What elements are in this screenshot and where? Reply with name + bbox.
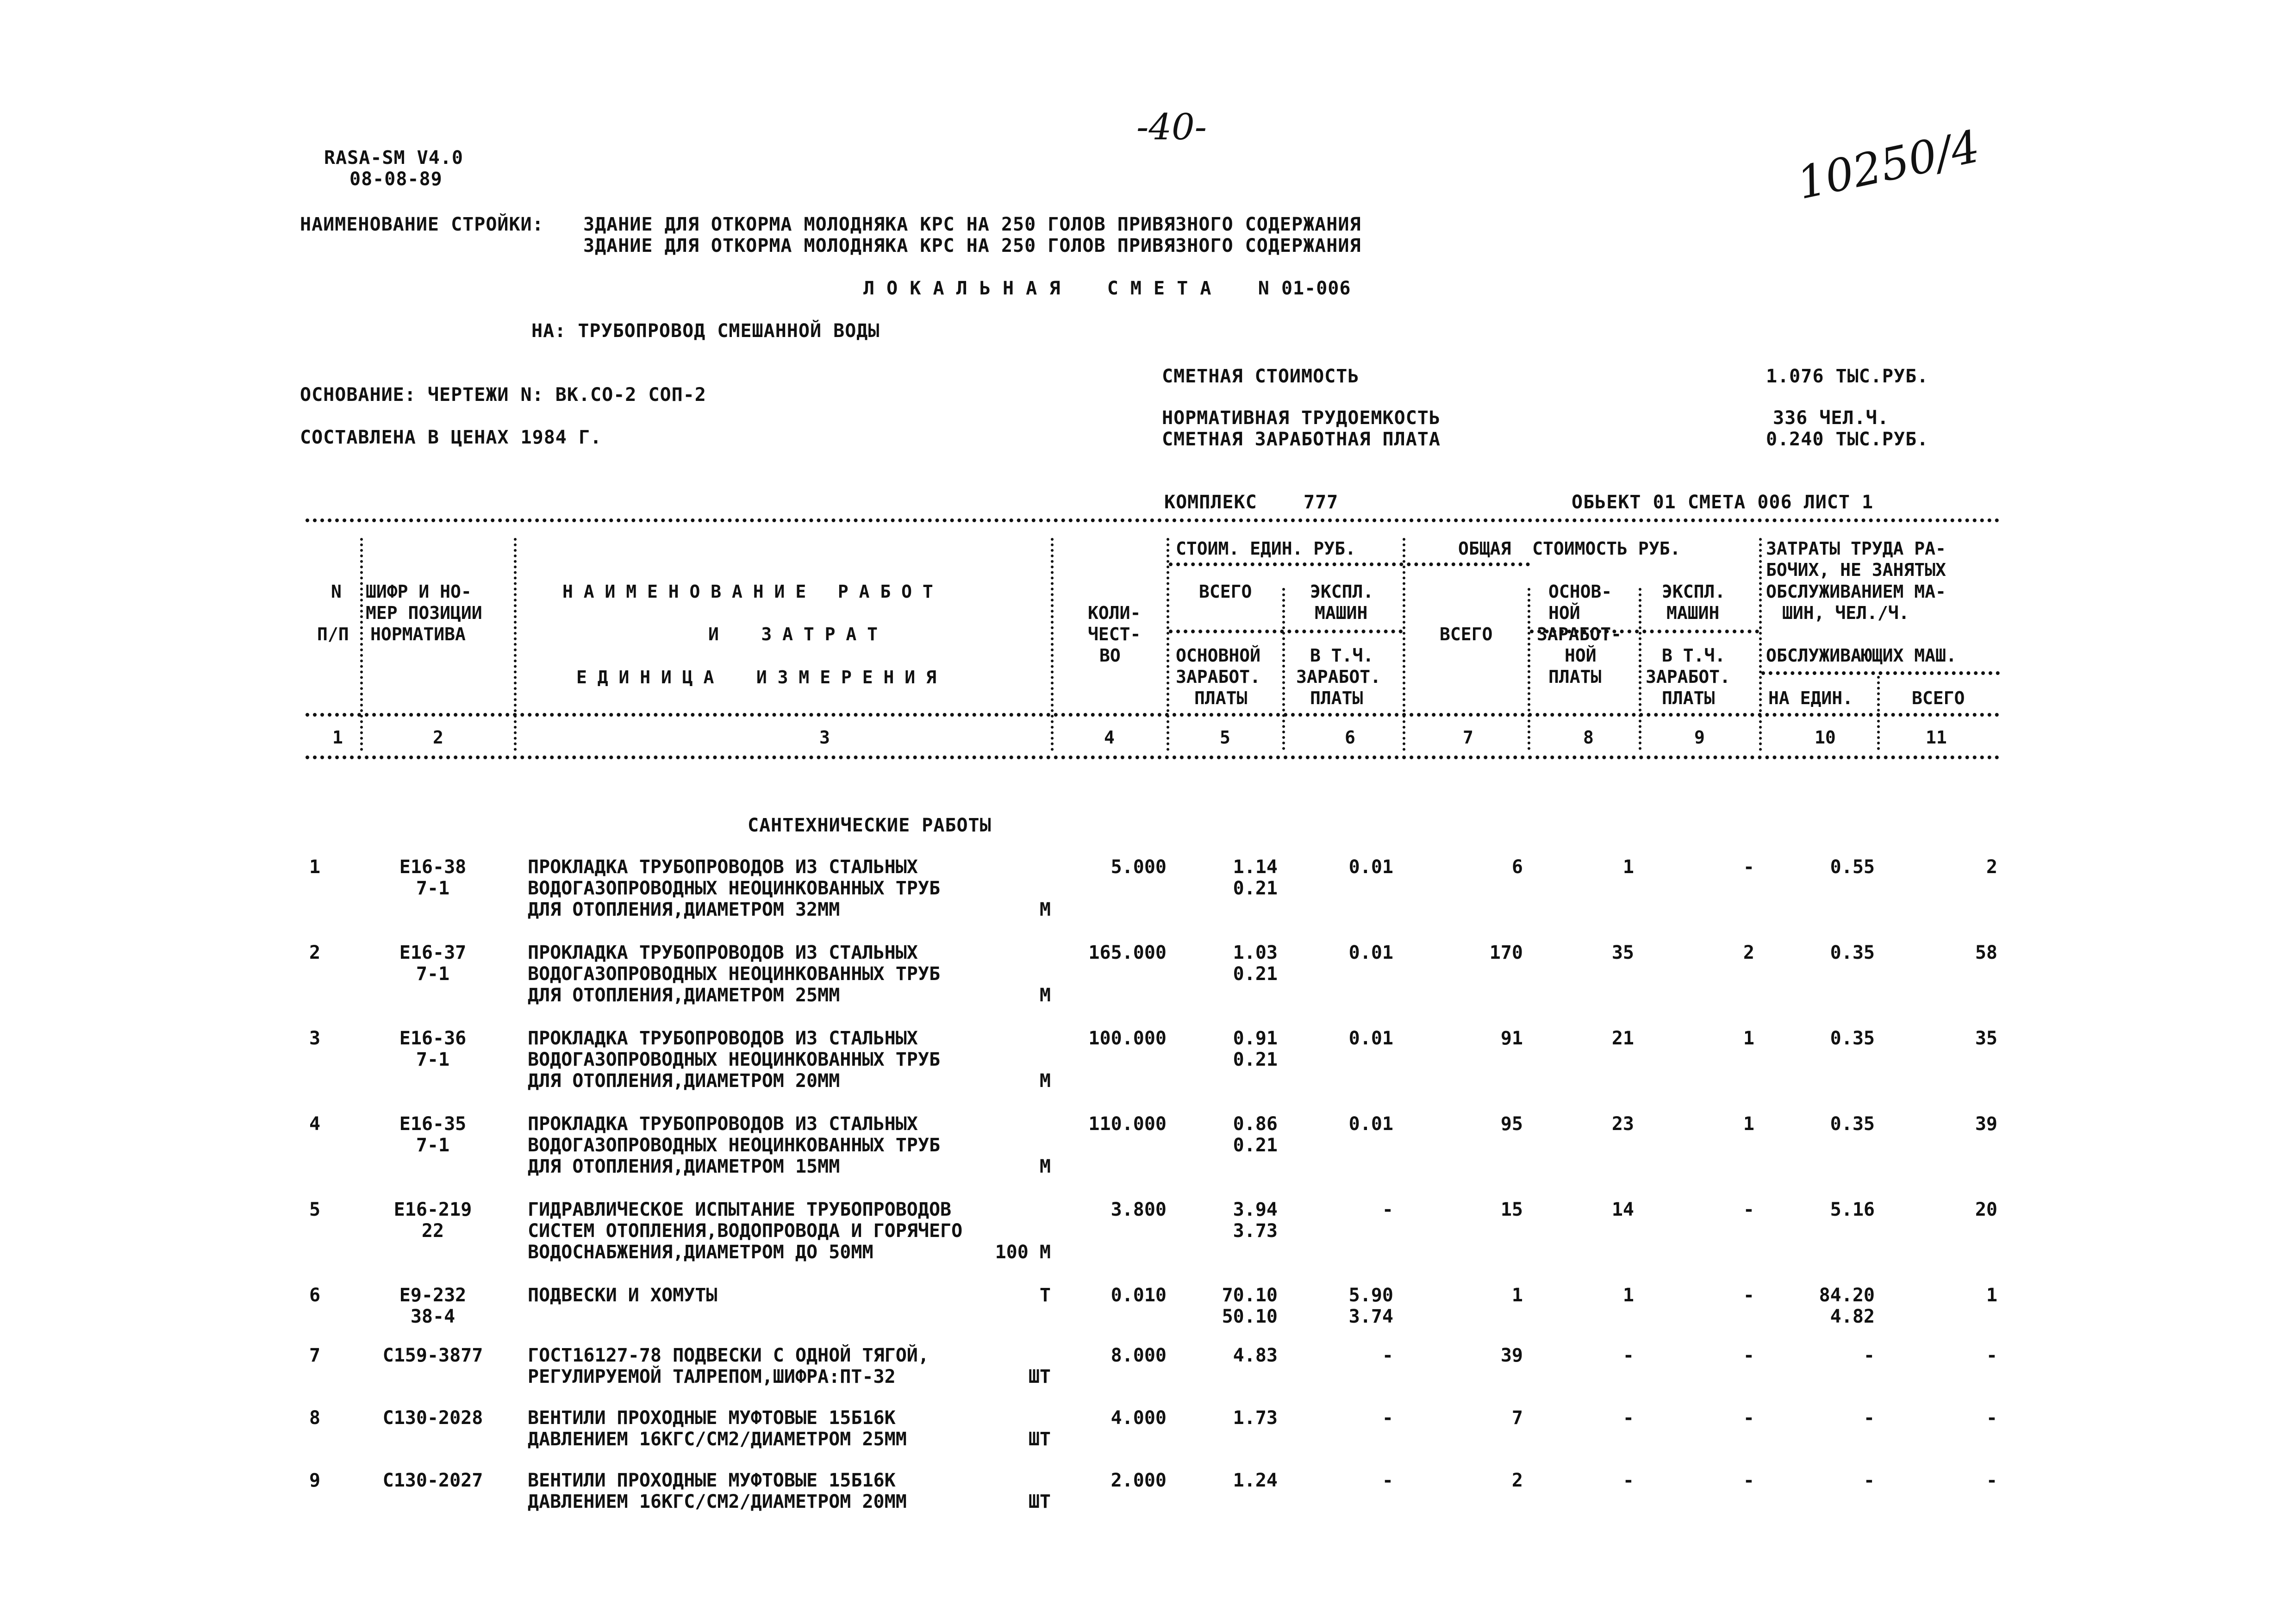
colnum-4: 4	[1104, 727, 1115, 748]
row-labor-unit: 84.20	[1819, 1285, 1875, 1306]
row-number: 7	[309, 1345, 321, 1366]
hdr-col3-line2: И З А Т Р А Т	[708, 624, 878, 644]
hdr-col9-line4: ЗАРАБОТ.	[1646, 667, 1731, 687]
hdr-col2-line3: НОРМАТИВА	[370, 624, 466, 644]
row-number: 2	[309, 942, 321, 963]
colnum-1: 1	[332, 727, 343, 748]
hdr-col5-line3: ЗАРАБОТ.	[1176, 667, 1261, 687]
colnum-11: 11	[1926, 727, 1947, 748]
row-number: 3	[309, 1028, 321, 1049]
hdr-labor-line5: ОБСЛУЖИВАЮЩИХ МАШ.	[1766, 645, 1957, 666]
row-unit-total: 0.91	[1233, 1028, 1278, 1049]
hdr-col10: НА ЕДИН.	[1768, 688, 1853, 708]
row-total: 2	[1511, 1470, 1523, 1491]
row-qty: 5.000	[1111, 856, 1167, 878]
row-name: ПОДВЕСКИ И ХОМУТЫ	[528, 1285, 718, 1306]
hdr-col3-line3: Е Д И Н И Ц А И З М Е Р Е Н И Я	[576, 667, 936, 687]
row-unit-total: 4.83	[1233, 1345, 1278, 1366]
hdr-col8-line1: ОСНОВ-	[1548, 581, 1612, 602]
hdr-col6-line4: ЗАРАБОТ.	[1296, 667, 1381, 687]
row-code: 7-1	[416, 1049, 450, 1070]
col-divider	[1167, 538, 1169, 751]
basis-text: ОСНОВАНИЕ: ЧЕРТЕЖИ N: ВК.СО-2 СОП-2	[300, 384, 706, 406]
row-unit-total: 1.24	[1233, 1470, 1278, 1491]
row-name: ВЕНТИЛИ ПРОХОДНЫЕ МУФТОВЫЕ 15Б16К	[528, 1470, 896, 1491]
row-name: ВОДОГАЗОПРОВОДНЫХ НЕОЦИНКОВАННЫХ ТРУБ	[528, 1135, 941, 1156]
row-name: ВОДОГАЗОПРОВОДНЫХ НЕОЦИНКОВАННЫХ ТРУБ	[528, 963, 941, 985]
row-labor-total: -	[1986, 1345, 1997, 1366]
col-divider	[360, 538, 363, 751]
hdr-col6-line2: МАШИН	[1315, 603, 1368, 623]
row-name: РЕГУЛИРУЕМОЙ ТАЛРЕПОМ,ШИФРА:ПТ-32	[528, 1366, 896, 1387]
row-labor-unit: 0.35	[1830, 942, 1875, 963]
row-name: ДЛЯ ОТОПЛЕНИЯ,ДИАМЕТРОМ 32ММ	[528, 899, 840, 920]
row-unit: Т	[1039, 1285, 1051, 1306]
hdr-col4-line3: ВО	[1099, 645, 1121, 666]
row-code: Е9-232	[399, 1285, 467, 1306]
hdr-labor-line3: ОБСЛУЖИВАНИЕМ МА-	[1766, 581, 1946, 602]
row-labor-unit: -	[1863, 1470, 1875, 1491]
row-name: ПРОКЛАДКА ТРУБОПРОВОДОВ ИЗ СТАЛЬНЫХ	[528, 1113, 918, 1135]
col-divider	[1877, 676, 1880, 750]
row-code: Е16-219	[393, 1199, 472, 1220]
row-unit-total: 3.73	[1233, 1220, 1278, 1242]
row-wages: -	[1622, 1470, 1634, 1491]
row-unit-machines: 0.01	[1348, 1028, 1393, 1049]
row-labor-total: 58	[1975, 942, 1997, 963]
hdr-col9-line5: ПЛАТЫ	[1662, 688, 1715, 708]
row-unit: М	[1039, 1156, 1051, 1177]
table-header-rule	[306, 713, 2000, 717]
row-total: 15	[1500, 1199, 1523, 1220]
row-name: ДЛЯ ОТОПЛЕНИЯ,ДИАМЕТРОМ 25ММ	[528, 985, 840, 1006]
unit-cost-rule	[1169, 562, 1530, 566]
hdr-col8-line3: ЗАРАБОТ-	[1537, 624, 1622, 644]
hdr-col6-line3: В Т.Ч.	[1310, 645, 1374, 666]
hdr-col8-line5: ПЛАТЫ	[1548, 667, 1602, 687]
row-qty: 0.010	[1111, 1285, 1167, 1306]
colnum-10: 10	[1815, 727, 1836, 748]
row-name: СИСТЕМ ОТОПЛЕНИЯ,ВОДОПРОВОДА И ГОРЯЧЕГО	[528, 1220, 963, 1242]
row-number: 9	[309, 1470, 321, 1491]
row-machines: -	[1743, 1407, 1754, 1429]
row-code: 7-1	[416, 963, 450, 985]
hdr-col9-line2: МАШИН	[1666, 603, 1720, 623]
row-code: 7-1	[416, 1135, 450, 1156]
hdr-col9-line1: ЭКСПЛ.	[1662, 581, 1726, 602]
row-labor-total: -	[1986, 1470, 1997, 1491]
row-unit-total: 0.21	[1233, 878, 1278, 899]
row-wages: 14	[1611, 1199, 1634, 1220]
cost-value: 1.076 ТЫС.РУБ.	[1766, 366, 1929, 387]
labor-mid-rule	[1761, 671, 2000, 675]
row-code: С159-3877	[382, 1345, 483, 1366]
row-wages: 1	[1622, 856, 1634, 878]
labor-label: НОРМАТИВНАЯ ТРУДОЕМКОСТЬ	[1162, 407, 1441, 429]
row-labor-total: 2	[1986, 856, 1997, 878]
row-qty: 100.000	[1088, 1028, 1167, 1049]
row-machines: -	[1743, 1470, 1754, 1491]
row-name: ДАВЛЕНИЕМ 16КГС/СМ2/ДИАМЕТРОМ 20ММ	[528, 1491, 907, 1512]
row-name: ГИДРАВЛИЧЕСКОЕ ИСПЫТАНИЕ ТРУБОПРОВОДОВ	[528, 1199, 952, 1220]
document-title: Л О К А Л Ь Н А Я С М Е Т А N 01-006	[863, 278, 1351, 299]
row-unit-total: 0.86	[1233, 1113, 1278, 1135]
cost-label: СМЕТНАЯ СТОИМОСТЬ	[1162, 366, 1360, 387]
section-title: САНТЕХНИЧЕСКИЕ РАБОТЫ	[748, 815, 992, 836]
row-unit: М	[1039, 985, 1051, 1006]
row-name: ПРОКЛАДКА ТРУБОПРОВОДОВ ИЗ СТАЛЬНЫХ	[528, 942, 918, 963]
row-machines: 1	[1743, 1028, 1754, 1049]
row-code: Е16-38	[399, 856, 467, 878]
row-labor-unit: 0.35	[1830, 1113, 1875, 1135]
object-sheet: ОБЬЕКТ 01 СМЕТА 006 ЛИСТ 1	[1572, 492, 1874, 513]
hdr-col6-line1: ЭКСПЛ.	[1310, 581, 1374, 602]
row-code: С130-2028	[382, 1407, 483, 1429]
row-unit-machines: -	[1382, 1407, 1393, 1429]
table-top-rule	[306, 518, 2000, 522]
row-labor-total: 35	[1975, 1028, 1997, 1049]
row-labor-total: 20	[1975, 1199, 1997, 1220]
row-machines: -	[1743, 1285, 1754, 1306]
row-machines: 1	[1743, 1113, 1754, 1135]
construction-line-2: ЗДАНИЕ ДЛЯ ОТКОРМА МОЛОДНЯКА КРС НА 250 ГОЛОВ ПРИВЯЗНОГО СОДЕРЖАНИЯ	[583, 235, 1361, 256]
hdr-col11: ВСЕГО	[1912, 688, 1965, 708]
row-unit-machines: -	[1382, 1199, 1393, 1220]
hdr-col4-line2: ЧЕСТ-	[1088, 624, 1141, 644]
row-qty: 3.800	[1111, 1199, 1167, 1220]
row-name: ГОСТ16127-78 ПОДВЕСКИ С ОДНОЙ ТЯГОЙ,	[528, 1345, 929, 1366]
row-unit-machines: 0.01	[1348, 1113, 1393, 1135]
handwritten-stamp: 10250/4	[1792, 120, 1984, 210]
row-unit-total: 1.14	[1233, 856, 1278, 878]
row-code: С130-2027	[382, 1470, 483, 1491]
row-unit-machines: 5.90	[1348, 1285, 1393, 1306]
row-labor-total: -	[1986, 1407, 1997, 1429]
row-qty: 4.000	[1111, 1407, 1167, 1429]
hdr-labor-line4: ШИН, ЧЕЛ./Ч.	[1782, 603, 1909, 623]
row-code: Е16-36	[399, 1028, 467, 1049]
construction-line-1: ЗДАНИЕ ДЛЯ ОТКОРМА МОЛОДНЯКА КРС НА 250 ГОЛОВ ПРИВЯЗНОГО СОДЕРЖАНИЯ	[583, 214, 1361, 235]
row-unit: ШТ	[1028, 1491, 1051, 1512]
row-name: ВОДОГАЗОПРОВОДНЫХ НЕОЦИНКОВАННЫХ ТРУБ	[528, 878, 941, 899]
hdr-col6-line5: ПЛАТЫ	[1310, 688, 1363, 708]
row-labor-total: 39	[1975, 1113, 1997, 1135]
row-wages: 23	[1611, 1113, 1634, 1135]
row-code: Е16-35	[399, 1113, 467, 1135]
hdr-col8-line4: НОЙ	[1565, 645, 1597, 666]
row-unit: М	[1039, 1070, 1051, 1092]
col-divider	[514, 538, 517, 751]
row-name: ВЕНТИЛИ ПРОХОДНЫЕ МУФТОВЫЕ 15Б16К	[528, 1407, 896, 1429]
labor-value: 336 ЧЕЛ.Ч.	[1773, 407, 1889, 429]
row-qty: 8.000	[1111, 1345, 1167, 1366]
hdr-col5-line4: ПЛАТЫ	[1194, 688, 1248, 708]
col-divider	[1403, 538, 1405, 751]
colnum-5: 5	[1220, 727, 1230, 748]
c5-c6-mid-rule	[1169, 630, 1403, 633]
row-name: ВОДОГАЗОПРОВОДНЫХ НЕОЦИНКОВАННЫХ ТРУБ	[528, 1049, 941, 1070]
row-unit-total: 3.94	[1233, 1199, 1278, 1220]
table-numbers-rule	[306, 756, 2000, 759]
row-unit: М	[1039, 899, 1051, 920]
row-name: ДЛЯ ОТОПЛЕНИЯ,ДИАМЕТРОМ 15ММ	[528, 1156, 840, 1177]
row-labor-unit: 0.55	[1830, 856, 1875, 878]
col-divider	[1639, 588, 1641, 750]
complex-number: КОМПЛЕКС 777	[1164, 492, 1339, 513]
program-date: 08-08-89	[349, 169, 443, 190]
row-total: 1	[1511, 1285, 1523, 1306]
row-machines: -	[1743, 1345, 1754, 1366]
colnum-3: 3	[819, 727, 830, 748]
row-code: 7-1	[416, 878, 450, 899]
row-number: 6	[309, 1285, 321, 1306]
colnum-7: 7	[1463, 727, 1473, 748]
colnum-6: 6	[1345, 727, 1355, 748]
row-wages: 1	[1622, 1285, 1634, 1306]
row-labor-unit: -	[1863, 1407, 1875, 1429]
row-machines: -	[1743, 1199, 1754, 1220]
hdr-col8-line2: НОЙ	[1548, 603, 1580, 623]
row-unit-total: 0.21	[1233, 1135, 1278, 1156]
row-code: Е16-37	[399, 942, 467, 963]
row-wages: 21	[1611, 1028, 1634, 1049]
row-name: ВОДОСНАБЖЕНИЯ,ДИАМЕТРОМ ДО 50ММ	[528, 1242, 873, 1263]
row-code: 38-4	[410, 1306, 455, 1327]
row-wages: -	[1622, 1345, 1634, 1366]
estimate-subject: НА: ТРУБОПРОВОД СМЕШАННОЙ ВОДЫ	[531, 320, 880, 342]
row-unit: ШТ	[1028, 1366, 1051, 1387]
col-divider	[1759, 538, 1762, 751]
row-total: 95	[1500, 1113, 1523, 1135]
row-unit-total: 0.21	[1233, 1049, 1278, 1070]
row-unit-total: 50.10	[1222, 1306, 1278, 1327]
row-unit: ШТ	[1028, 1429, 1051, 1450]
col-divider	[1528, 588, 1530, 750]
hdr-col5-line2: ОСНОВНОЙ	[1176, 645, 1261, 666]
row-unit-machines: 0.01	[1348, 856, 1393, 878]
hdr-col1-pp: П/П	[317, 624, 349, 644]
row-number: 1	[309, 856, 321, 878]
row-name: ДАВЛЕНИЕМ 16КГС/СМ2/ДИАМЕТРОМ 25ММ	[528, 1429, 907, 1450]
row-unit-machines: 0.01	[1348, 942, 1393, 963]
construction-label: НАИМЕНОВАНИЕ СТРОЙКИ:	[300, 214, 544, 235]
row-total: 6	[1511, 856, 1523, 878]
hdr-labor-line2: БОЧИХ, НЕ ЗАНЯТЫХ	[1766, 560, 1946, 580]
hdr-unit-cost: СТОИМ. ЕДИН. РУБ.	[1176, 538, 1356, 559]
row-unit-machines: -	[1382, 1345, 1393, 1366]
row-qty: 110.000	[1088, 1113, 1167, 1135]
row-total: 91	[1500, 1028, 1523, 1049]
row-qty: 165.000	[1088, 942, 1167, 963]
row-labor-unit: 4.82	[1830, 1306, 1875, 1327]
row-labor-unit: 0.35	[1830, 1028, 1875, 1049]
row-total: 39	[1500, 1345, 1523, 1366]
price-basis: СОСТАВЛЕНА В ЦЕНАХ 1984 Г.	[300, 427, 602, 448]
row-unit-machines: 3.74	[1348, 1306, 1393, 1327]
row-total: 7	[1511, 1407, 1523, 1429]
row-labor-total: 1	[1986, 1285, 1997, 1306]
row-unit: 100 М	[995, 1242, 1051, 1263]
hdr-col3-line1: Н А И М Е Н О В А Н И Е Р А Б О Т	[562, 581, 933, 602]
wage-label: СМЕТНАЯ ЗАРАБОТНАЯ ПЛАТА	[1162, 429, 1441, 450]
row-name: ДЛЯ ОТОПЛЕНИЯ,ДИАМЕТРОМ 20ММ	[528, 1070, 840, 1092]
row-unit-machines: -	[1382, 1470, 1393, 1491]
hdr-col9-line3: В Т.Ч.	[1662, 645, 1726, 666]
wage-value: 0.240 ТЫС.РУБ.	[1766, 429, 1929, 450]
hdr-col7: ВСЕГО	[1440, 624, 1493, 644]
colnum-2: 2	[433, 727, 443, 748]
row-wages: 35	[1611, 942, 1634, 963]
hdr-col4-line1: КОЛИ-	[1088, 603, 1141, 623]
row-code: 22	[421, 1220, 444, 1242]
row-machines: 2	[1743, 942, 1754, 963]
program-name: RASA-SM V4.0	[324, 147, 463, 169]
row-unit-total: 0.21	[1233, 963, 1278, 985]
row-labor-unit: 5.16	[1830, 1199, 1875, 1220]
hdr-col1-n: N	[331, 581, 342, 602]
row-labor-unit: -	[1863, 1345, 1875, 1366]
row-name: ПРОКЛАДКА ТРУБОПРОВОДОВ ИЗ СТАЛЬНЫХ	[528, 1028, 918, 1049]
hdr-col5-total: ВСЕГО	[1199, 581, 1252, 602]
row-total: 170	[1489, 942, 1523, 963]
hdr-col2-line2: МЕР ПОЗИЦИИ	[366, 603, 482, 623]
col-divider	[1051, 538, 1054, 751]
row-unit-total: 1.73	[1233, 1407, 1278, 1429]
hdr-col2-line1: ШИФР И НО-	[366, 581, 472, 602]
row-unit-total: 1.03	[1233, 942, 1278, 963]
colnum-8: 8	[1583, 727, 1594, 748]
row-name: ПРОКЛАДКА ТРУБОПРОВОДОВ ИЗ СТАЛЬНЫХ	[528, 856, 918, 878]
page-number: -40-	[1136, 106, 1207, 148]
hdr-labor-line1: ЗАТРАТЫ ТРУДА РА-	[1766, 538, 1946, 559]
hdr-total-cost: ОБЩАЯ СТОИМОСТЬ РУБ.	[1458, 538, 1681, 559]
col-divider	[1282, 588, 1285, 750]
colnum-9: 9	[1694, 727, 1705, 748]
row-machines: -	[1743, 856, 1754, 878]
row-unit-total: 70.10	[1222, 1285, 1278, 1306]
row-number: 5	[309, 1199, 321, 1220]
row-number: 8	[309, 1407, 321, 1429]
row-wages: -	[1622, 1407, 1634, 1429]
row-number: 4	[309, 1113, 321, 1135]
row-qty: 2.000	[1111, 1470, 1167, 1491]
